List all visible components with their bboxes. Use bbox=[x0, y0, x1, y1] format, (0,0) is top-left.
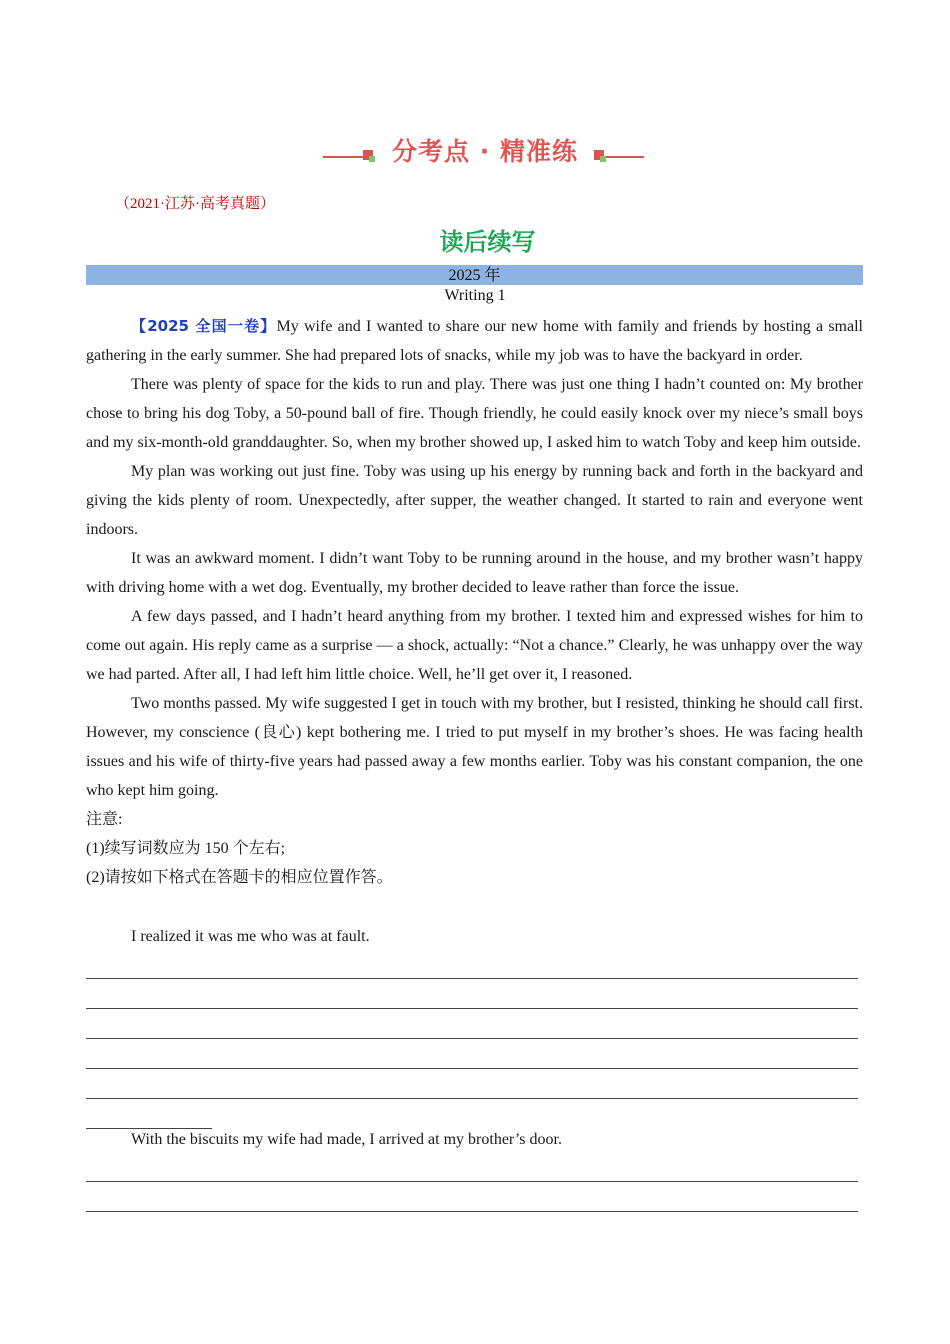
paragraph: There was plenty of space for the kids to run and play. There was just one thing I hadn’t counted on: My brother chose to bring his dog Toby, a 50-pound ball of fire. Though friendly, he could easily knock over my niece’s small boys and my six-month-old granddaughter. So, when my brother showed up, I asked him to watch Toby and keep him outside. bbox=[86, 376, 863, 451]
exam-tag: 【2025 全国一卷】 bbox=[131, 317, 277, 335]
banner-left-square-accent bbox=[369, 156, 375, 162]
continuation-prompt-first: I realized it was me who was at fault. bbox=[131, 928, 370, 945]
answer-line[interactable] bbox=[86, 1182, 858, 1212]
paragraph: My plan was working out just fine. Toby was using up his energy by running back and forth in the backyard and giving the kids plenty of room. Unexpectedly, after supper, the weather changed. It started to rain and everyone went indoors. bbox=[86, 463, 863, 538]
answer-line[interactable] bbox=[86, 949, 858, 979]
answer-line[interactable] bbox=[86, 1152, 858, 1182]
passage bbox=[86, 312, 863, 892]
paragraph bbox=[86, 312, 863, 370]
year-bar: 2025 年 bbox=[86, 265, 863, 285]
section-banner bbox=[0, 130, 950, 174]
answer-lines-second bbox=[86, 1152, 858, 1212]
banner-right-line bbox=[606, 156, 644, 158]
continuation-prompt-second: With the biscuits my wife had made, I arrived at my brother’s door. bbox=[131, 1131, 562, 1148]
paragraph: Two months passed. My wife suggested I get in touch with my brother, but I resisted, thinking he should call first. However, my conscience (良心) kept bothering me. I tried to put myself in my brother’s shoes. He was facing health issues and his wife of thirty-five years had passed away a few months earlier. Toby was his constant companion, the one who kept him going. bbox=[86, 695, 863, 799]
answer-lines-first bbox=[86, 949, 858, 1129]
paragraph-text: My wife and I wanted to share our new home with family and friends by hosting a small gathering in the early summer. She had prepared lots of snacks, while my job was to have the backyard in order. bbox=[86, 318, 863, 364]
paragraph: A few days passed, and I hadn’t heard anything from my brother. I texted him and expressed wishes for him to come out again. His reply came as a surprise — a shock, actually: “Not a chance.” Clearly, he was unhappy over the way we had parted. After all, I had left him little choice. Well, he’ll get over it, I reasoned. bbox=[86, 608, 863, 683]
answer-line[interactable] bbox=[86, 979, 858, 1009]
banner-left-line bbox=[323, 156, 363, 158]
section-title: 读后续写 bbox=[439, 228, 536, 256]
answer-line[interactable] bbox=[86, 1009, 858, 1039]
note-item: (2)请按如下格式在答题卡的相应位置作答。 bbox=[86, 869, 393, 886]
note-item: (1)续写词数应为 150 个左右; bbox=[86, 840, 286, 857]
banner-title: 分考点 · 精准练 bbox=[392, 137, 578, 166]
writing-label: Writing 1 bbox=[444, 287, 506, 304]
notes-heading: 注意: bbox=[86, 811, 123, 828]
answer-line-short[interactable] bbox=[86, 1099, 212, 1129]
answer-line[interactable] bbox=[86, 1039, 858, 1069]
answer-line[interactable] bbox=[86, 1069, 858, 1099]
source-label: （2021·江苏·高考真题） bbox=[115, 196, 275, 212]
paragraph: It was an awkward moment. I didn’t want Toby to be running around in the house, and my brother wasn’t happy with driving home with a wet dog. Eventually, my brother decided to leave rather than force the issue. bbox=[86, 550, 863, 596]
